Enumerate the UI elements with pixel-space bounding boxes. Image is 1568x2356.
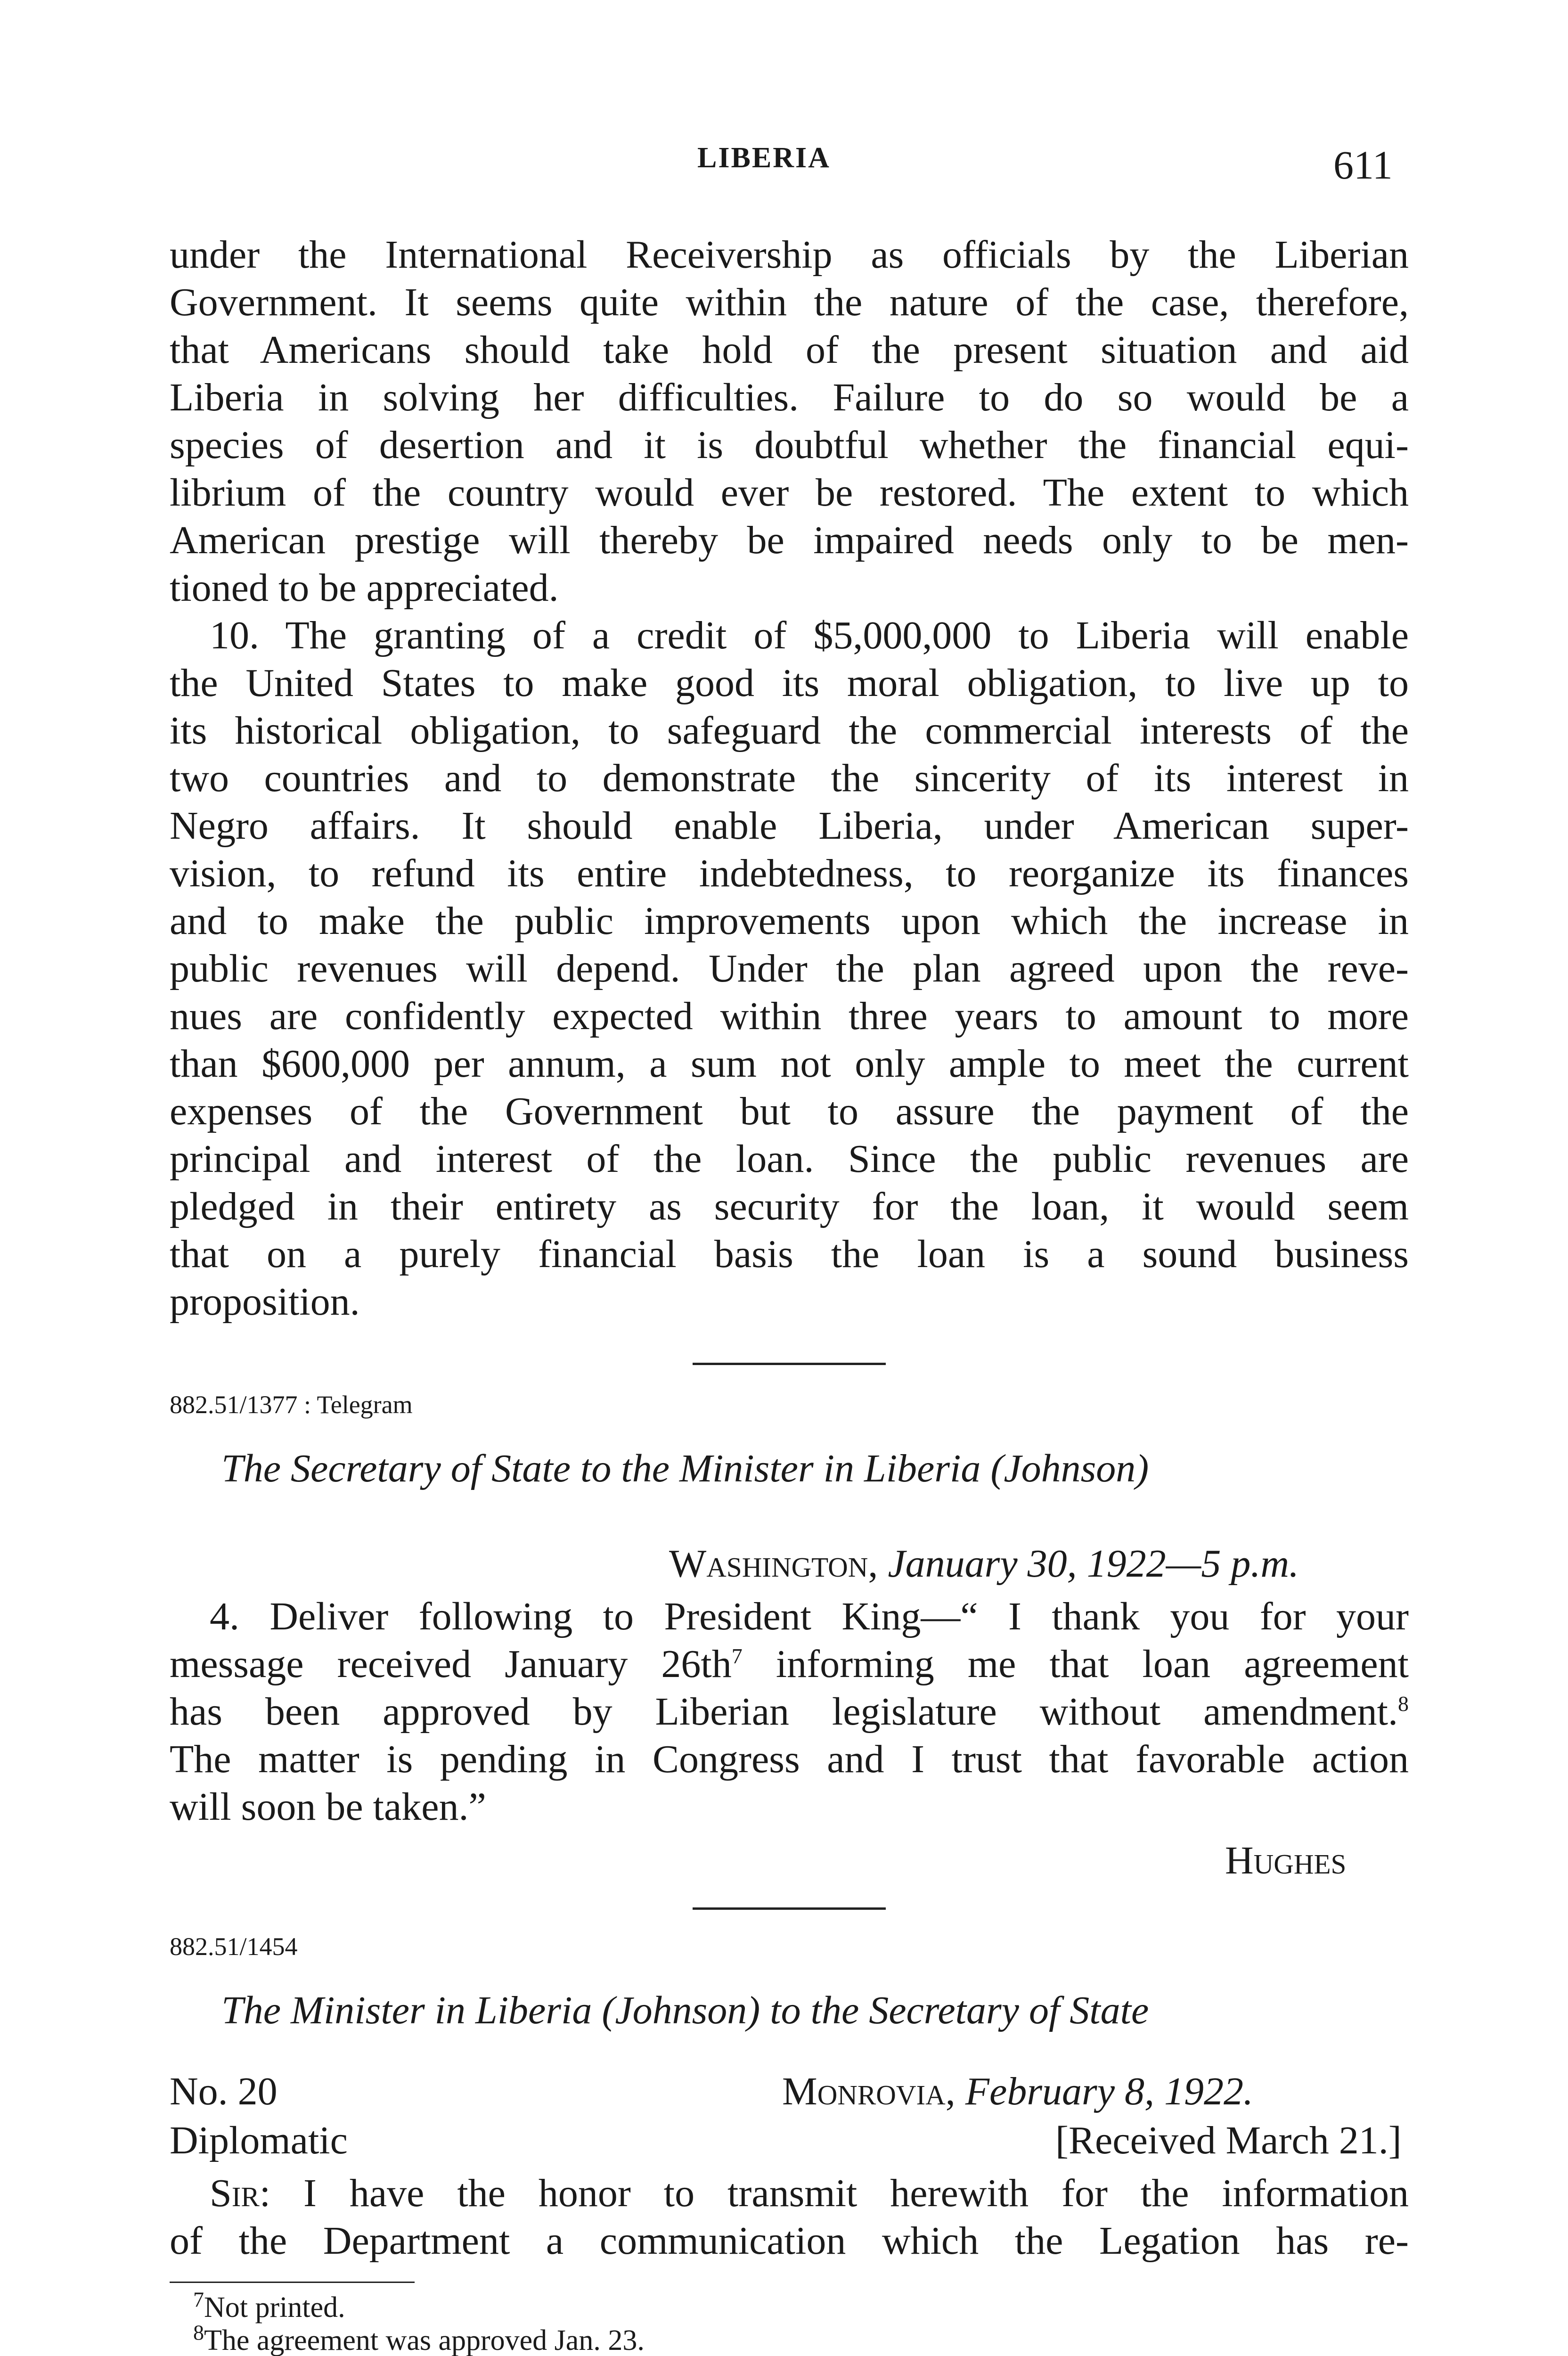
text-line: that Americans should take hold of the present situation and aid	[170, 328, 1409, 372]
dateline	[782, 2069, 1253, 2114]
place-name: Washington,	[669, 1542, 878, 1586]
footnote-mark: 8	[1398, 1692, 1409, 1716]
date: January 30, 1922—5 p.m.	[888, 1542, 1299, 1586]
text-line: 10. The granting of a credit of $5,000,000 to Liberia will enable	[210, 614, 1409, 657]
footnote	[193, 2287, 345, 2324]
footnote	[193, 2320, 645, 2356]
text-line: proposition.	[170, 1280, 360, 1324]
text-line: Negro affairs. It should enable Liberia, under American super-	[170, 804, 1409, 848]
text-line: Government. It seems quite within the nature of the case, therefore,	[170, 280, 1409, 324]
footnote-divider	[170, 2282, 415, 2283]
text-fragment: message received January 26th	[170, 1642, 732, 1686]
text-line: expenses of the Government but to assure the payment of the	[170, 1089, 1409, 1133]
dateline	[669, 1541, 1299, 1587]
text-line: two countries and to demonstrate the sincerity of its interest in	[170, 756, 1409, 800]
text-line: its historical obligation, to safeguard the commercial interests of the	[170, 709, 1409, 753]
text-line: that on a purely financial basis the loan is a sound business	[170, 1232, 1409, 1276]
text-line	[170, 1640, 1409, 1688]
text-line: American prestige will thereby be impaired needs only to be men-	[170, 518, 1409, 562]
paragraph-10	[170, 612, 1409, 1325]
footnote-text: Not printed.	[204, 2291, 345, 2323]
text-fragment: informing me that loan agreement	[742, 1642, 1409, 1686]
page-number: 611	[1333, 142, 1393, 188]
received-date: [Received March 21.]	[1055, 2119, 1402, 2162]
text-line: principal and interest of the loan. Since the public revenues are	[170, 1137, 1409, 1181]
paragraph-continuation	[170, 231, 1409, 612]
document-heading: The Secretary of State to the Minister in Liberia (Johnson)	[221, 1447, 1149, 1490]
text-fragment: has been approved by Liberian legislature without amendment.	[170, 1690, 1398, 1734]
text-line: of the Department a communication which the Legation has re-	[170, 2219, 1409, 2263]
text-line: tioned to be appreciated.	[170, 566, 559, 610]
telegram-body	[170, 1593, 1409, 1831]
place-name: Monrovia,	[782, 2070, 956, 2113]
text-line: species of desertion and it is doubtful whether the financial equi-	[170, 423, 1409, 467]
text-line	[170, 1688, 1409, 1735]
salutation: Sir:	[210, 2171, 271, 2215]
text-line: 4. Deliver following to President King—“ I thank you for your	[210, 1595, 1409, 1638]
text-line: pledged in their entirety as security for the loan, it would seem	[170, 1185, 1409, 1228]
text-line: librium of the country would ever be restored. The extent to which	[170, 471, 1409, 515]
text-line: nues are confidently expected within three years to amount to more	[170, 994, 1409, 1038]
date: February 8, 1922.	[965, 2070, 1253, 2113]
text-line: The matter is pending in Congress and I trust that favorable action	[170, 1737, 1409, 1781]
file-reference: 882.51/1454	[170, 1932, 298, 1961]
text-line: the United States to make good its moral obligation, to live up to	[170, 661, 1409, 705]
document-heading: The Minister in Liberia (Johnson) to the Secretary of State	[221, 1988, 1149, 2032]
text-line: and to make the public improvements upon which the increase in	[170, 899, 1409, 943]
text-line: public revenues will depend. Under the plan agreed upon the reve-	[170, 947, 1409, 990]
text-line	[170, 2169, 1409, 2217]
dispatch-body	[170, 2169, 1409, 2265]
signature: Hughes	[1225, 1839, 1347, 1882]
footnote-mark: 8	[193, 2320, 204, 2345]
footnote-text: The agreement was approved Jan. 23.	[204, 2324, 645, 2356]
text-line: vision, to refund its entire indebtedness, to reorganize its finances	[170, 851, 1409, 895]
file-reference: 882.51/1377 : Telegram	[170, 1391, 413, 1419]
dispatch-category: Diplomatic	[170, 2119, 348, 2162]
section-divider	[693, 1363, 886, 1365]
footnote-mark: 7	[193, 2287, 204, 2312]
text-line: Liberia in solving her difficulties. Failure to do so would be a	[170, 376, 1409, 419]
section-divider	[693, 1907, 886, 1910]
text-fragment: I have the honor to transmit herewith for the information	[270, 2171, 1409, 2215]
text-line: than $600,000 per annum, a sum not only ample to meet the current	[170, 1042, 1409, 1086]
text-line: under the International Receivership as officials by the Liberian	[170, 233, 1409, 277]
dispatch-number: No. 20	[170, 2070, 278, 2113]
footnote-mark: 7	[731, 1644, 743, 1668]
running-title: LIBERIA	[697, 142, 831, 174]
text-line: will soon be taken.”	[170, 1785, 486, 1829]
